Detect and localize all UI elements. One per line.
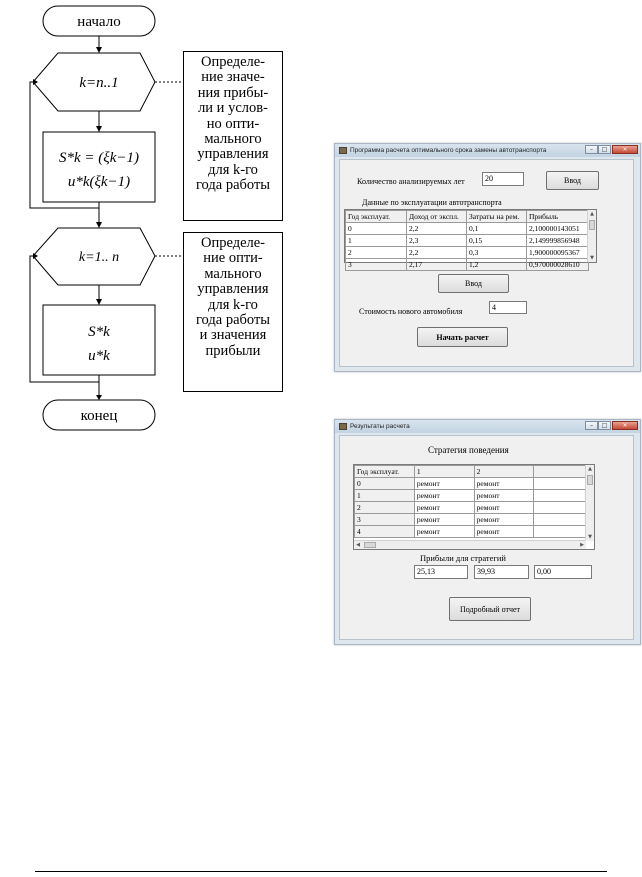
- table-cell[interactable]: ремонт: [414, 490, 474, 502]
- close-button[interactable]: ×: [612, 421, 638, 430]
- window1-titlebar[interactable]: [335, 144, 640, 157]
- table-cell[interactable]: ремонт: [474, 502, 534, 514]
- years-input[interactable]: 20: [482, 172, 524, 186]
- table-cell[interactable]: 3: [346, 259, 407, 271]
- window1-client: [339, 159, 634, 367]
- note2-line: мального: [204, 265, 262, 282]
- column-header[interactable]: Прибыль: [527, 211, 589, 223]
- table-row[interactable]: [355, 514, 594, 526]
- table-cell[interactable]: 2: [346, 247, 407, 259]
- note1-line: ние значе-: [201, 69, 265, 86]
- minimize-button[interactable]: –: [585, 145, 598, 154]
- note1-line: для k-го: [208, 161, 258, 178]
- results-window: [334, 419, 641, 645]
- note1-line: Определе-: [200, 54, 266, 70]
- table-row[interactable]: [355, 478, 594, 490]
- maximize-button[interactable]: □: [598, 421, 611, 430]
- table-cell[interactable]: 0,15: [467, 235, 527, 247]
- table-cell[interactable]: 1: [355, 490, 415, 502]
- note1-line: управления: [197, 146, 269, 163]
- maximize-button[interactable]: □: [598, 145, 611, 154]
- block2-line1: S*k: [88, 324, 110, 340]
- note2-line: ние опти-: [203, 250, 263, 267]
- column-header[interactable]: Год эксплуат.: [355, 466, 415, 478]
- table-cell[interactable]: ремонт: [414, 502, 474, 514]
- scroll-thumb[interactable]: [589, 220, 595, 230]
- profits-label: Прибыли для стратегий: [420, 553, 506, 563]
- note1-line: но опти-: [206, 115, 260, 132]
- table-cell[interactable]: 2: [355, 502, 415, 514]
- grid-header-row: [346, 211, 589, 223]
- table-cell[interactable]: ремонт: [474, 478, 534, 490]
- grid-header-row: [355, 466, 594, 478]
- operation-data-grid[interactable]: [344, 209, 597, 269]
- table-cell[interactable]: 0: [346, 223, 407, 235]
- detailed-report-button[interactable]: Подробный отчет: [449, 597, 531, 621]
- note2-line: для k-го: [208, 296, 258, 313]
- process-block-1: [43, 132, 155, 202]
- grid2-horizontal-scrollbar[interactable]: [354, 540, 586, 549]
- table-cell[interactable]: 0,3: [467, 247, 527, 259]
- strategy-grid[interactable]: [353, 464, 595, 550]
- block2-line2: u*k: [88, 348, 110, 364]
- column-header[interactable]: Доход от экспл.: [407, 211, 467, 223]
- grid2-vertical-scrollbar[interactable]: [585, 465, 594, 541]
- app-icon: [339, 423, 347, 430]
- table-cell[interactable]: 2,2: [407, 247, 467, 259]
- close-button[interactable]: ×: [612, 145, 638, 154]
- column-header[interactable]: Год эксплуат.: [346, 211, 407, 223]
- table-row[interactable]: [346, 247, 589, 259]
- profit-field[interactable]: 39,93: [474, 565, 529, 579]
- note2-line: управления: [197, 281, 269, 298]
- table-cell[interactable]: ремонт: [474, 526, 534, 538]
- minimize-button[interactable]: –: [585, 421, 598, 430]
- scroll-up-icon[interactable]: ▲: [590, 211, 594, 217]
- note1-line: мального: [204, 131, 262, 148]
- table-cell[interactable]: 2,17: [407, 259, 467, 271]
- profit-field[interactable]: 0,00: [534, 565, 592, 579]
- new-car-cost-input[interactable]: 4: [489, 301, 527, 314]
- end-label: конец: [80, 408, 118, 424]
- calc-program-window: [334, 143, 641, 372]
- table-cell[interactable]: ремонт: [474, 514, 534, 526]
- window2-titlebar[interactable]: [335, 420, 640, 433]
- table-cell[interactable]: 2,149999856948: [527, 235, 589, 247]
- app-icon: [339, 147, 347, 154]
- column-header[interactable]: Затраты на рем.: [467, 211, 527, 223]
- years-label: Количество анализируемых лет: [357, 177, 465, 186]
- table-cell[interactable]: 4: [355, 526, 415, 538]
- table-cell[interactable]: 2,100000143051: [527, 223, 589, 235]
- loop1-label: k=n..1: [79, 75, 119, 91]
- table-cell[interactable]: ремонт: [414, 514, 474, 526]
- window2-title: Результаты расчета: [350, 423, 410, 430]
- scroll-right-icon[interactable]: ▶: [580, 542, 584, 548]
- column-header[interactable]: 2: [474, 466, 534, 478]
- table-row[interactable]: [355, 526, 594, 538]
- scroll-up-icon[interactable]: ▲: [588, 466, 592, 472]
- data-label: Данные по эксплуатации автотранспорта: [362, 198, 502, 207]
- note1-line: ли и услов-: [198, 100, 268, 117]
- grid1-vertical-scrollbar[interactable]: [587, 210, 596, 262]
- block1-line2: u*k(ξk−1): [67, 174, 131, 190]
- scroll-down-icon[interactable]: ▼: [588, 534, 592, 540]
- note-box-2: [183, 232, 283, 392]
- table-row[interactable]: [355, 502, 594, 514]
- column-header[interactable]: 1: [414, 466, 474, 478]
- note1-line: ния прибы-: [197, 84, 269, 101]
- page-bottom-rule: [35, 871, 607, 872]
- note2-line: и значения: [199, 327, 267, 344]
- scroll-down-icon[interactable]: ▼: [590, 255, 594, 261]
- table-row[interactable]: [346, 259, 589, 271]
- table-cell[interactable]: ремонт: [474, 490, 534, 502]
- new-car-cost-label: Стоимость нового автомобиля: [359, 307, 463, 316]
- table-cell[interactable]: 1,900000095367: [527, 247, 589, 259]
- enter-data-button[interactable]: Ввод: [438, 274, 509, 293]
- scroll-thumb[interactable]: [364, 542, 376, 548]
- block1-line1: S*k = (ξk−1): [59, 150, 139, 166]
- table-cell[interactable]: 1,2: [467, 259, 527, 271]
- table-cell[interactable]: 0: [355, 478, 415, 490]
- loop2-label: k=1.. n: [78, 250, 120, 265]
- table-cell[interactable]: ремонт: [414, 526, 474, 538]
- window2-client: [339, 435, 634, 640]
- start-label: начало: [77, 14, 121, 30]
- note2-line: года работы: [195, 312, 271, 329]
- table-cell[interactable]: ремонт: [414, 478, 474, 490]
- table-cell[interactable]: 2,2: [407, 223, 467, 235]
- process-block-2: [43, 305, 155, 375]
- table-row[interactable]: [346, 235, 589, 247]
- note-box-1: [183, 51, 283, 221]
- scroll-thumb[interactable]: [587, 475, 593, 485]
- table-row[interactable]: [355, 490, 594, 502]
- profit-field[interactable]: 25,13: [414, 565, 468, 579]
- window1-title: Программа расчета оптимального срока замены автотранспорта: [350, 147, 547, 154]
- scroll-left-icon[interactable]: ◀: [356, 542, 360, 548]
- start-calculation-button[interactable]: Начать расчет: [417, 327, 508, 347]
- note2-line: прибыли: [205, 342, 261, 359]
- table-row[interactable]: [346, 223, 589, 235]
- table-cell[interactable]: 0,970000028610: [527, 259, 589, 271]
- table-cell[interactable]: 0,1: [467, 223, 527, 235]
- table-cell[interactable]: 2,3: [407, 235, 467, 247]
- table-cell[interactable]: 1: [346, 235, 407, 247]
- note1-line: года работы: [195, 177, 271, 194]
- enter-years-button[interactable]: Ввод: [546, 171, 599, 190]
- table-cell[interactable]: 3: [355, 514, 415, 526]
- strategy-label: Стратегия поведения: [428, 445, 509, 455]
- note2-line: Определе-: [200, 235, 266, 251]
